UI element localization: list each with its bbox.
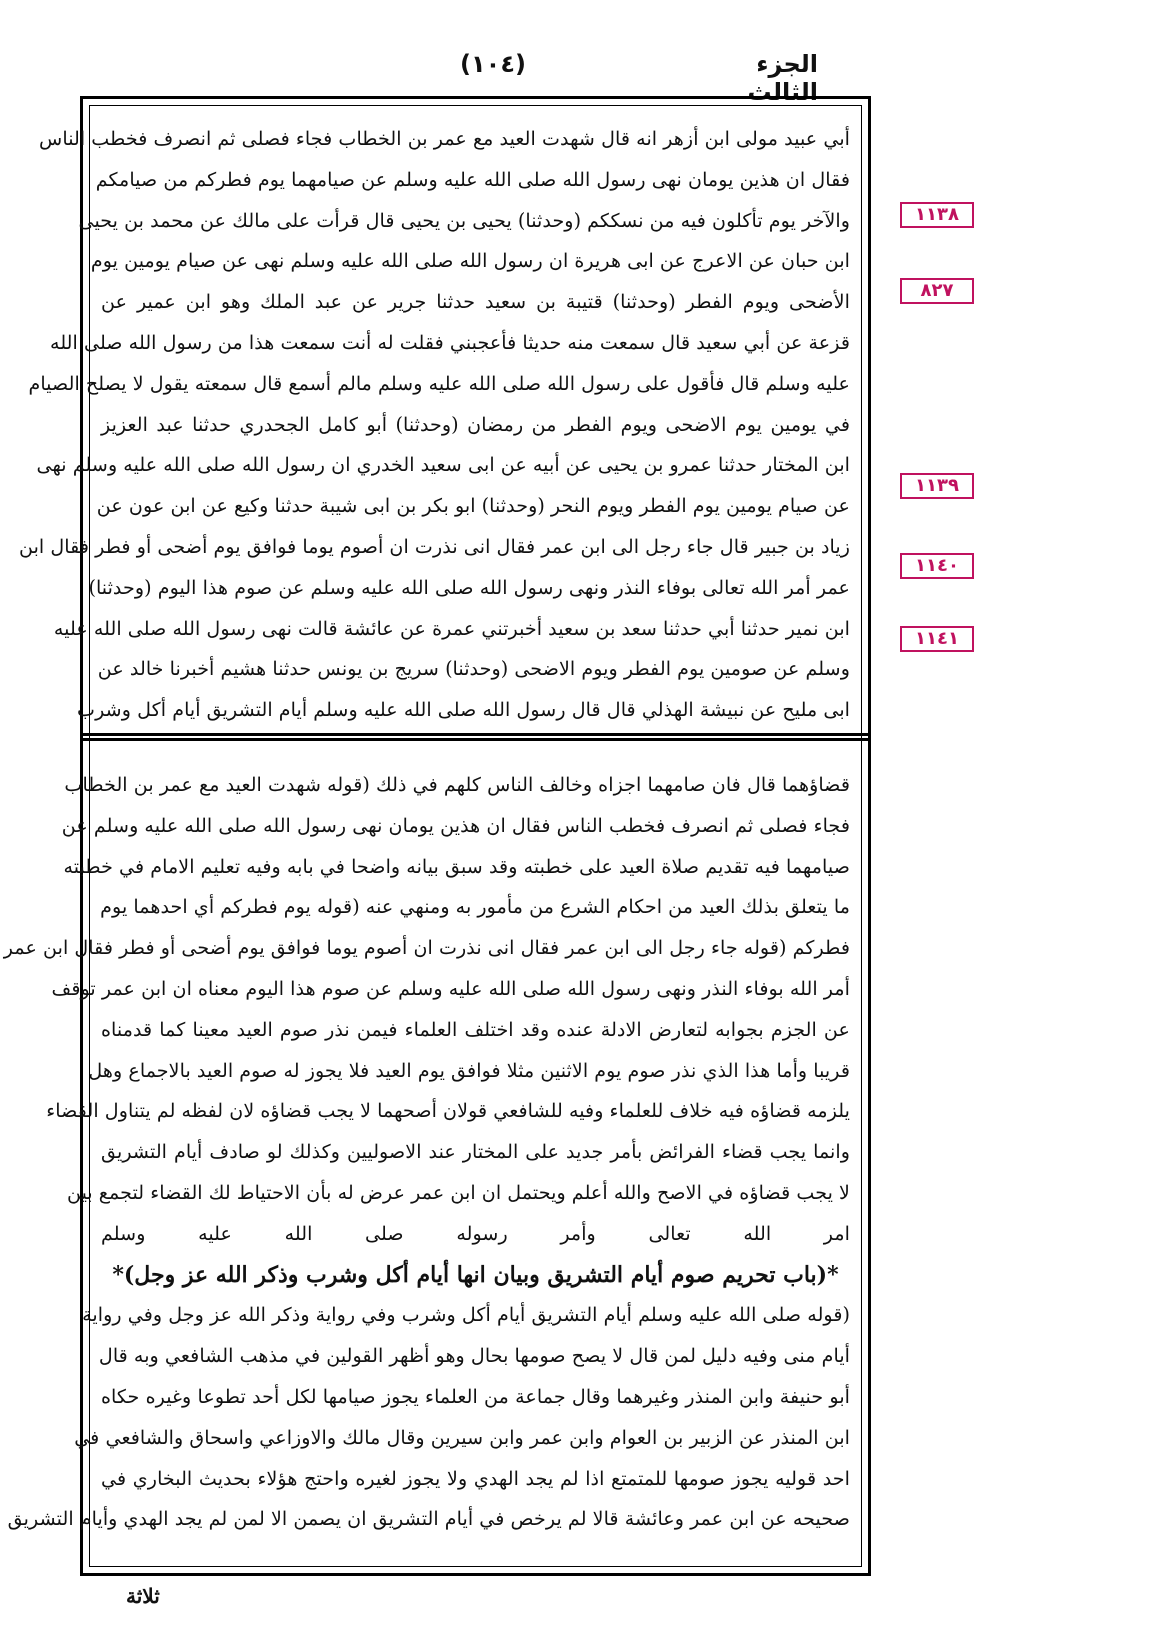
commentary-line: لا يجب قضاؤه في الاصح والله أعلم ويحتمل ان ابن عمر عرض له بأن الاحتياط لك القضاء لتجمع بين	[66, 1180, 850, 1204]
commentary-line: امر الله تعالى وأمر رسوله صلى الله عليه وسلم	[101, 1221, 850, 1245]
section-divider	[83, 733, 868, 741]
hadith-line: عمر أمر الله تعالى بوفاء النذر ونهى رسول الله صلى الله عليه وسلم عن صوم هذا اليوم (وحدثنا)	[88, 575, 850, 599]
commentary-line: وانما يجب قضاء الفرائض بأمر جديد على المختار عند الاصوليين وكذلك لو صادف أيام التشريق	[101, 1140, 850, 1164]
commentary-line: صيامهما فيه تقديم صلاة العيد على خطبته وقد سبق بيانه واضحا في بابه وفيه تعليم الامام في خطبته	[63, 854, 850, 878]
commentary-line: قريبا وأما هذا الذي نذر صوم يوم الاثنين مثلا فوافق يوم العيد فلا يجوز له صوم العيد بالاجماع وهل	[88, 1058, 850, 1082]
commentary-line: احد قوليه يجوز صومها للمتمتع اذا لم يجد الهدي ولا يجوز لغيره واحتج هؤلاء بحديث البخاري في	[101, 1466, 850, 1490]
commentary-line: قضاؤهما قال فان صامهما اجزاه وخالف الناس كلهم في ذلك (قوله شهدت العيد مع عمر بن الخطاب	[64, 773, 850, 796]
hadith-line: ابى مليح عن نبيشة الهذلي قال قال رسول الله صلى الله عليه وسلم أيام التشريق أيام أكل وشرب	[77, 698, 850, 722]
hadith-line: في يومين يوم الاضحى ويوم الفطر من رمضان (وحدثنا) أبو كامل الجحدري حدثنا عبد العزيز	[101, 412, 850, 436]
hadith-line: عليه وسلم قال فأقول على رسول الله صلى الله عليه وسلم مالم أسمع قال سمعته يقول لا يصلح الصيام	[28, 371, 850, 395]
commentary-line: فجاء فصلى ثم انصرف فخطب الناس فقال ان هذين يومان نهى رسول الله صلى الله عليه وسلم عن	[61, 813, 850, 837]
hadith-line: ابن حبان عن الاعرج عن ابى هريرة ان رسول الله صلى الله عليه وسلم نهى عن صيام يومين يوم	[90, 249, 850, 273]
page-number: (١٠٤)	[460, 50, 526, 78]
hadith-line: وسلم عن صومين يوم الفطر ويوم الاضحى (وحدثنا) سريج بن يونس حدثنا هشيم أخبرنا خالد عن	[97, 657, 850, 681]
volume-title: الجزء الثالث	[747, 50, 818, 106]
hadith-line: الأضحى ويوم الفطر (وحدثنا) قتيبة بن سعيد حدثنا جرير عن عبد الملك وهو ابن عمير عن	[101, 290, 850, 314]
commentary-line: أيام منى وفيه دليل لمن قال لا يصح صومها بحال وهو أظهر القولين في مذهب الشافعي وبه قال	[98, 1344, 850, 1368]
hadith-line: أبي عبيد مولى ابن أزهر انه قال شهدت العيد مع عمر بن الخطاب فجاء فصلى ثم انصرف فخطب الناس	[38, 127, 850, 150]
commentary-line: عن الجزم بجوابه لتعارض الادلة عنده وقد اختلف العلماء فيمن نذر صوم العيد معينا كما قدمناه	[101, 1017, 850, 1041]
hadith-number-marker: ١١٤١	[900, 626, 974, 652]
commentary-line: ابن المنذر عن الزبير بن العوام وابن عمر وابن سيرين وقال مالك والاوزاعي واسحاق والشافعي في	[74, 1425, 850, 1449]
page-frame	[3, 96, 871, 1576]
hadith-line: ابن نمير حدثنا أبي حدثنا سعد بن سعيد أخبرتني عمرة عن عائشة قالت نهى رسول الله صلى الله عليه	[53, 616, 850, 640]
hadith-text	[18, 119, 850, 731]
footer-catchword: ثلاثة	[126, 1584, 160, 1608]
commentary-line: أبو حنيفة وابن المنذر وغيرهما وقال جماعة من العلماء يجوز صيامها لكل أحد تطوعا وغيره حكاه	[101, 1384, 850, 1408]
commentary-line: (قوله صلى الله عليه وسلم أيام التشريق أيام أكل وشرب وفي رواية وذكر الله عز وجل وفي رواية	[82, 1303, 850, 1327]
hadith-line: فقال ان هذين يومان نهى رسول الله صلى الله عليه وسلم عن صيامهما يوم فطركم من صيامكم	[95, 167, 850, 191]
chapter-heading: *(باب تحريم صوم أيام التشريق وبيان انها أيام أكل وشرب وذكر الله عز وجل)*	[112, 1261, 839, 1288]
commentary-line: أمر الله بوفاء النذر ونهى رسول الله صلى الله عليه وسلم عن صوم هذا اليوم معناه ان ابن عمر توقف	[51, 976, 850, 1000]
commentary-line: يلزمه قضاؤه فيه خلاف للعلماء وفيه للشافعي قولان أصحهما لا يجب قضاؤه لان لفظه لم يتناول القضاء	[46, 1099, 850, 1123]
hadith-line: زياد بن جبير قال جاء رجل الى ابن عمر فقال انى نذرت ان أصوم يوما فوافق يوم أضحى أو فطر فقال ابن	[18, 534, 850, 558]
hadith-number-marker: ٨٢٧	[900, 278, 974, 304]
hadith-number-marker: ١١٣٩	[900, 473, 974, 499]
hadith-line: قزعة عن أبي سعيد قال سمعت منه حديثا فأعجبني فقلت له أنت سمعت هذا من رسول الله صلى الله	[50, 330, 850, 354]
commentary-text	[3, 765, 850, 1540]
hadith-line: عن صيام يومين يوم الفطر ويوم النحر (وحدثنا) ابو بكر بن ابى شيبة حدثنا وكيع عن ابن عون عن	[96, 494, 850, 518]
commentary-line: ما يتعلق بذلك العيد من احكام الشرع من مأمور به ومنهي عنه (قوله يوم فطركم أي احدهما يوم	[100, 895, 850, 919]
hadith-line: والآخر يوم تأكلون فيه من نسككم (وحدثنا) يحيى بن يحيى قال قرأت على مالك عن محمد بن يحيى	[78, 208, 850, 232]
hadith-number-marker: ١١٣٨	[900, 202, 974, 228]
commentary-line: فطركم (قوله جاء رجل الى ابن عمر فقال انى نذرت ان أصوم يوما فوافق يوم أضحى أو فطر فقال ابن عمر	[3, 936, 850, 960]
hadith-number-marker: ١١٤٠	[900, 553, 974, 579]
commentary-line: صحيحه عن ابن عمر وعائشة قالا لم يرخص في أيام التشريق ان يصمن الا لمن لم يجد الهدي وأيام التشريق	[7, 1507, 850, 1531]
hadith-line: ابن المختار حدثنا عمرو بن يحيى عن أبيه عن ابى سعيد الخدري ان رسول الله صلى الله عليه وسلم نهى	[36, 453, 850, 477]
